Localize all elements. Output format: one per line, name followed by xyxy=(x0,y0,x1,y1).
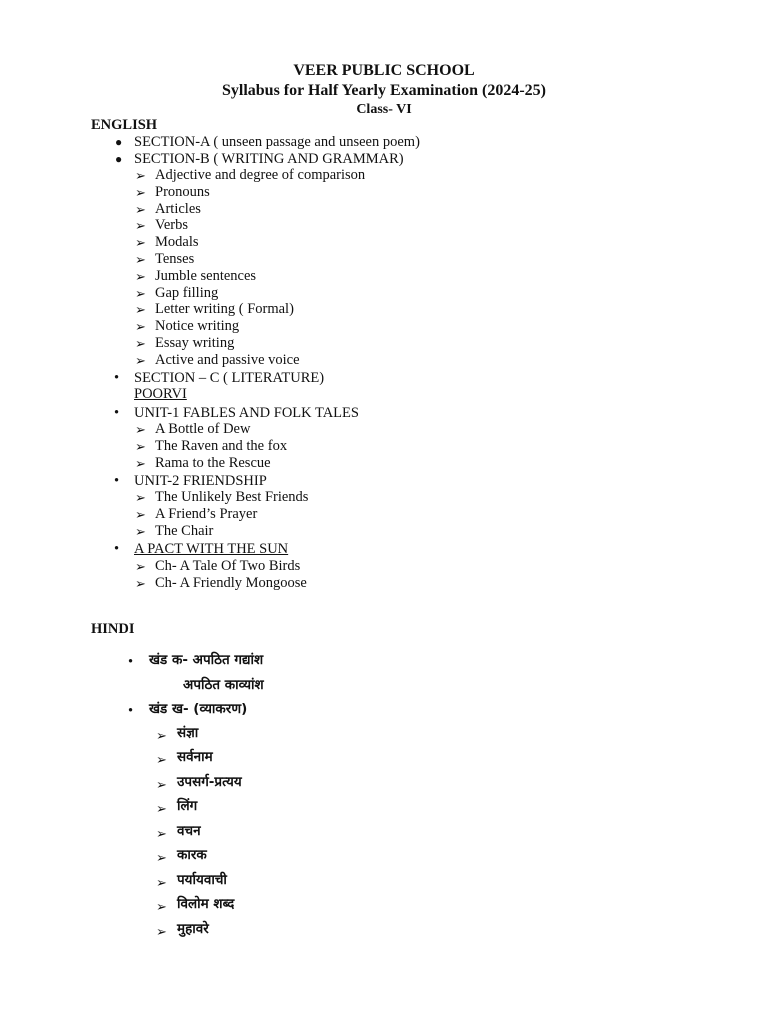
arrow-bullet-icon: ➢ xyxy=(135,524,146,539)
arrow-bullet-icon: ➢ xyxy=(135,235,146,250)
english-heading: ENGLISH xyxy=(91,117,158,133)
hindi-topic: पर्यायवाची xyxy=(177,872,227,888)
khand-ka: खंड क- अपठित गद्यांश xyxy=(149,652,264,668)
grammar-topic: Notice writing xyxy=(155,318,240,334)
section-a: SECTION-A ( unseen passage and unseen poem) xyxy=(134,134,420,150)
arrow-bullet-icon: ➢ xyxy=(156,728,167,743)
khand-ka-line-2: अपठित काव्यांश xyxy=(183,677,264,693)
grammar-topic: Adjective and degree of comparison xyxy=(155,167,366,183)
grammar-topic: Essay writing xyxy=(155,335,235,351)
arrow-bullet-icon: ➢ xyxy=(156,850,167,865)
pact-title: A PACT WITH THE SUN xyxy=(134,541,289,557)
hindi-topic: लिंग xyxy=(177,798,198,814)
arrow-bullet-icon: ➢ xyxy=(156,899,167,914)
arrow-bullet-icon: ➢ xyxy=(135,218,146,233)
arrow-bullet-icon: ➢ xyxy=(135,286,146,301)
arrow-bullet-icon: ➢ xyxy=(135,353,146,368)
arrow-bullet-icon: ➢ xyxy=(135,202,146,217)
arrow-bullet-icon: ➢ xyxy=(156,777,167,792)
arrow-bullet-icon: ➢ xyxy=(135,319,146,334)
bullet-icon: • xyxy=(114,473,120,489)
pact-chapter: Ch- A Tale Of Two Birds xyxy=(155,558,301,574)
unit-2-chapter: The Chair xyxy=(155,523,214,539)
bullet-icon: • xyxy=(128,654,134,670)
khand-kha: खंड ख- (व्याकरण) xyxy=(149,701,248,717)
section-c: SECTION – C ( LITERATURE) xyxy=(134,370,325,386)
class-label: Class- VI xyxy=(356,102,412,117)
arrow-bullet-icon: ➢ xyxy=(156,826,167,841)
grammar-topic: Active and passive voice xyxy=(155,352,300,368)
arrow-bullet-icon: ➢ xyxy=(156,801,167,816)
unit-2-chapter: A Friend’s Prayer xyxy=(155,506,258,522)
arrow-bullet-icon: ➢ xyxy=(135,336,146,351)
hindi-topic: संज्ञा xyxy=(177,725,199,741)
arrow-bullet-icon: ➢ xyxy=(156,875,167,890)
bullet-icon: ● xyxy=(115,135,123,149)
grammar-topic: Modals xyxy=(155,234,199,250)
grammar-topic: Verbs xyxy=(155,217,189,233)
hindi-topic: मुहावरे xyxy=(177,921,209,937)
hindi-topic: उपसर्ग-प्रत्यय xyxy=(177,774,242,790)
arrow-bullet-icon: ➢ xyxy=(135,269,146,284)
arrow-bullet-icon: ➢ xyxy=(135,559,146,574)
arrow-bullet-icon: ➢ xyxy=(135,168,146,183)
pact-chapter: Ch- A Friendly Mongoose xyxy=(155,575,307,591)
bullet-icon: • xyxy=(114,405,120,421)
hindi-topic: कारक xyxy=(177,847,207,863)
grammar-topic: Tenses xyxy=(155,251,195,267)
grammar-topic: Pronouns xyxy=(155,184,210,200)
grammar-topic: Gap filling xyxy=(155,285,219,301)
arrow-bullet-icon: ➢ xyxy=(135,456,146,471)
arrow-bullet-icon: ➢ xyxy=(135,252,146,267)
unit-1-title: UNIT-1 FABLES AND FOLK TALES xyxy=(134,405,359,421)
syllabus-title: Syllabus for Half Yearly Examination (2024-25) xyxy=(221,82,546,99)
hindi-topic: विलोम शब्द xyxy=(177,896,235,912)
section-b: SECTION-B ( WRITING AND GRAMMAR) xyxy=(134,151,404,167)
hindi-topic: सर्वनाम xyxy=(177,749,213,765)
arrow-bullet-icon: ➢ xyxy=(135,185,146,200)
arrow-bullet-icon: ➢ xyxy=(135,422,146,437)
grammar-topic: Letter writing ( Formal) xyxy=(155,301,294,317)
arrow-bullet-icon: ➢ xyxy=(156,752,167,767)
school-name: VEER PUBLIC SCHOOL xyxy=(293,62,475,79)
bullet-icon: • xyxy=(128,703,134,719)
arrow-bullet-icon: ➢ xyxy=(156,924,167,939)
grammar-topic: Jumble sentences xyxy=(155,268,257,284)
bullet-icon: ● xyxy=(115,152,123,166)
book-title: POORVI xyxy=(134,386,187,402)
unit-1-chapter: Rama to the Rescue xyxy=(155,455,271,471)
unit-1-chapter: The Raven and the fox xyxy=(155,438,288,454)
bullet-icon: • xyxy=(114,370,120,386)
arrow-bullet-icon: ➢ xyxy=(135,302,146,317)
arrow-bullet-icon: ➢ xyxy=(135,439,146,454)
arrow-bullet-icon: ➢ xyxy=(135,490,146,505)
grammar-topic: Articles xyxy=(155,201,201,217)
unit-2-title: UNIT-2 FRIENDSHIP xyxy=(134,473,267,489)
bullet-icon: • xyxy=(114,541,120,557)
hindi-topic: वचन xyxy=(177,823,201,839)
arrow-bullet-icon: ➢ xyxy=(135,507,146,522)
unit-2-chapter: The Unlikely Best Friends xyxy=(155,489,309,505)
unit-1-chapter: A Bottle of Dew xyxy=(155,421,251,437)
hindi-heading: HINDI xyxy=(91,621,135,637)
arrow-bullet-icon: ➢ xyxy=(135,576,146,591)
